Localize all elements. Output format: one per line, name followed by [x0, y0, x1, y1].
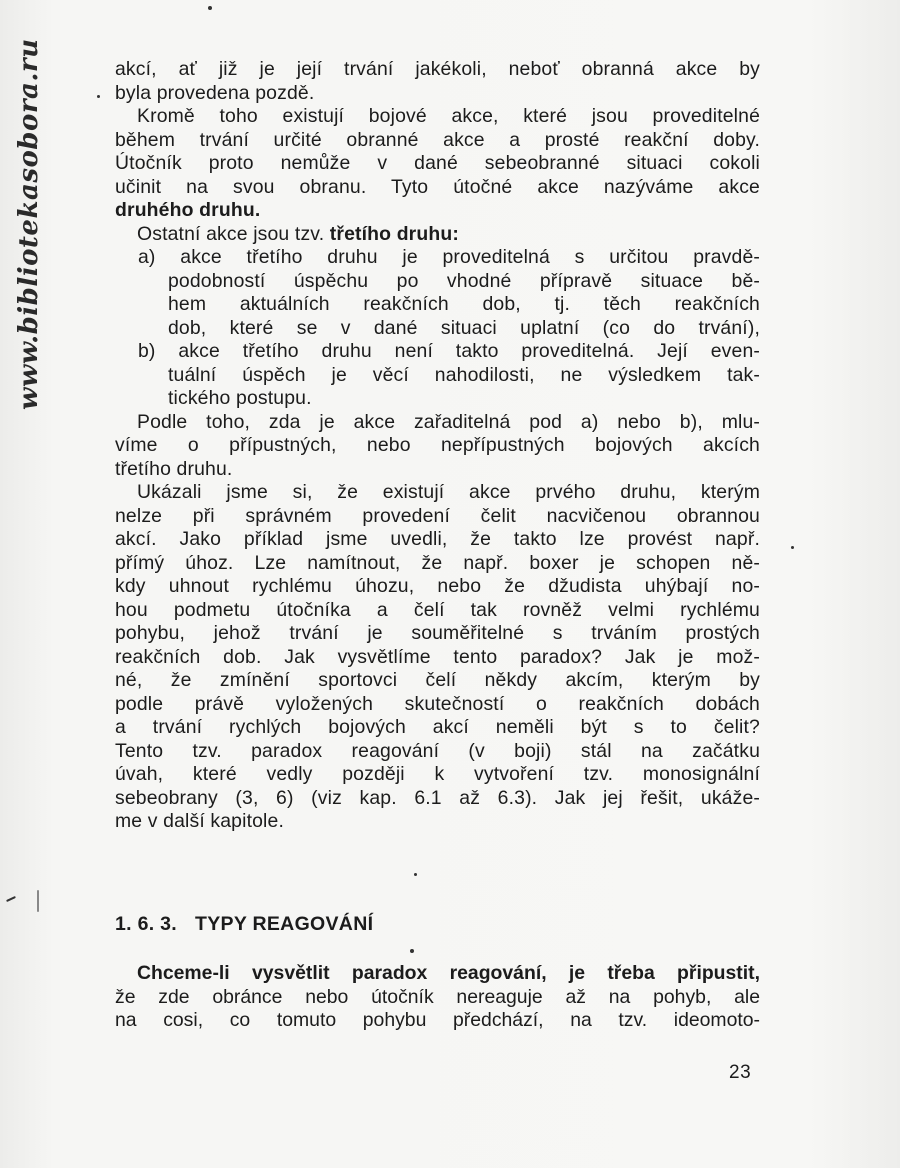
text-line: Chceme-li vysvětlit paradox reagování, je třeba připustit,	[137, 962, 760, 984]
text-line: me v další kapitole.	[115, 810, 284, 832]
body-text-2	[115, 962, 760, 1033]
text-line-bold	[115, 199, 760, 223]
text-line: úvah, které vedly později k vytvoření tzv. monosignální	[115, 763, 760, 785]
text-line: nelze při správném provedení čelit nacvičenou obrannou	[115, 504, 760, 527]
scan-speck	[37, 890, 39, 912]
section-title: TYPY REAGOVÁNÍ	[195, 913, 374, 935]
text-line: sebeobrany (3, 6) (viz kap. 6.1 až 6.3). Jak jej řešit, ukáže-	[115, 786, 760, 809]
section-heading	[115, 913, 373, 936]
list-item-b-cont: tického postupu.	[168, 387, 312, 409]
text-line: Podle toho, zda je akce zařaditelná pod a) nebo b), mlu-	[137, 410, 760, 433]
scan-speck	[208, 6, 212, 10]
text-line: třetího druhu.	[115, 457, 233, 480]
text-line: byla provedena pozdě.	[115, 81, 315, 104]
text-line: víme o přípustných, nebo nepřípustných bojových akcích	[115, 434, 760, 456]
bold-term: třetího druhu:	[329, 222, 459, 245]
list-item-b: b) akce třetího druhu není takto proveditelná. Její even-	[138, 340, 760, 362]
list-item-a-cont: dob, které se v dané situaci uplatní (co do trvání),	[168, 316, 760, 339]
watermark: www.bibliotekasobora.ru	[14, 38, 44, 410]
page-number: 23	[729, 1062, 752, 1083]
text-line: akcí, ať již je její trvání jakékoli, neboť obranná akce by	[115, 58, 760, 80]
body-text	[115, 58, 760, 834]
scan-speck	[791, 546, 794, 549]
list-item-a-cont: podobností úspěchu po vhodné přípravě situace bě-	[168, 269, 760, 292]
text-line: Kromě toho existují bojové akce, které jsou proveditelné	[137, 105, 760, 127]
text-line: že zde obránce nebo útočník nereaguje až na pohyb, ale	[115, 985, 760, 1008]
text-line: a trvání rychlých bojových akcí neměli být s to čelit?	[115, 716, 760, 738]
text-line: hou podmetu útočníka a čelí tak rovněž velmi rychlému	[115, 598, 760, 621]
list-item-a: a) akce třetího druhu je proveditelná s určitou pravdě-	[138, 246, 760, 268]
section-number: 1. 6. 3.	[115, 913, 178, 935]
text-line: akcí. Jako příklad jsme uvedli, že takto lze provést např.	[115, 528, 760, 550]
text-line	[115, 223, 760, 247]
text-line: Ukázali jsme si, že existují akce prvého druhu, kterým	[137, 481, 760, 503]
text-line: né, že zmínění sportovci čelí někdy akcím, kterým by	[115, 669, 760, 691]
text-line: Útočník proto nemůže v dané sebeobranné situaci cokoli	[115, 152, 760, 174]
third-intro: Ostatní akce jsou tzv.	[137, 222, 325, 245]
scan-speck	[410, 949, 414, 953]
text-line: Tento tzv. paradox reagování (v boji) stál na začátku	[115, 739, 760, 762]
list-item-a-cont: hem aktuálních reakčních dob, tj. těch reakčních	[168, 293, 760, 315]
list-item-b-cont: tuální úspěch je věcí nahodilosti, ne výsledkem tak-	[168, 363, 760, 386]
text-line: učinit na svou obranu. Tyto útočné akce nazýváme akce	[115, 175, 760, 198]
scan-speck	[97, 95, 100, 98]
text-line: na cosi, co tomuto pohybu předchází, na tzv. ideomoto-	[115, 1009, 760, 1031]
scan-speck	[414, 873, 417, 876]
text-line: pohybu, jehož trvání je souměřitelné s trváním prostých	[115, 622, 760, 644]
text-line: během trvání určité obranné akce a prosté reakční doby.	[115, 128, 760, 151]
text-line: přímý úhoz. Lze namítnout, že např. boxer je schopen ně-	[115, 551, 760, 574]
text-line: reakčních dob. Jak vysvětlíme tento paradox? Jak je mož-	[115, 645, 760, 668]
bold-term: druhého druhu.	[115, 199, 261, 221]
scan-speck	[6, 896, 16, 902]
text-line: kdy uhnout rychlému úhozu, nebo že džudista uhýbají no-	[115, 575, 760, 597]
text-line: podle právě vyložených skutečností o reakčních dobách	[115, 692, 760, 715]
